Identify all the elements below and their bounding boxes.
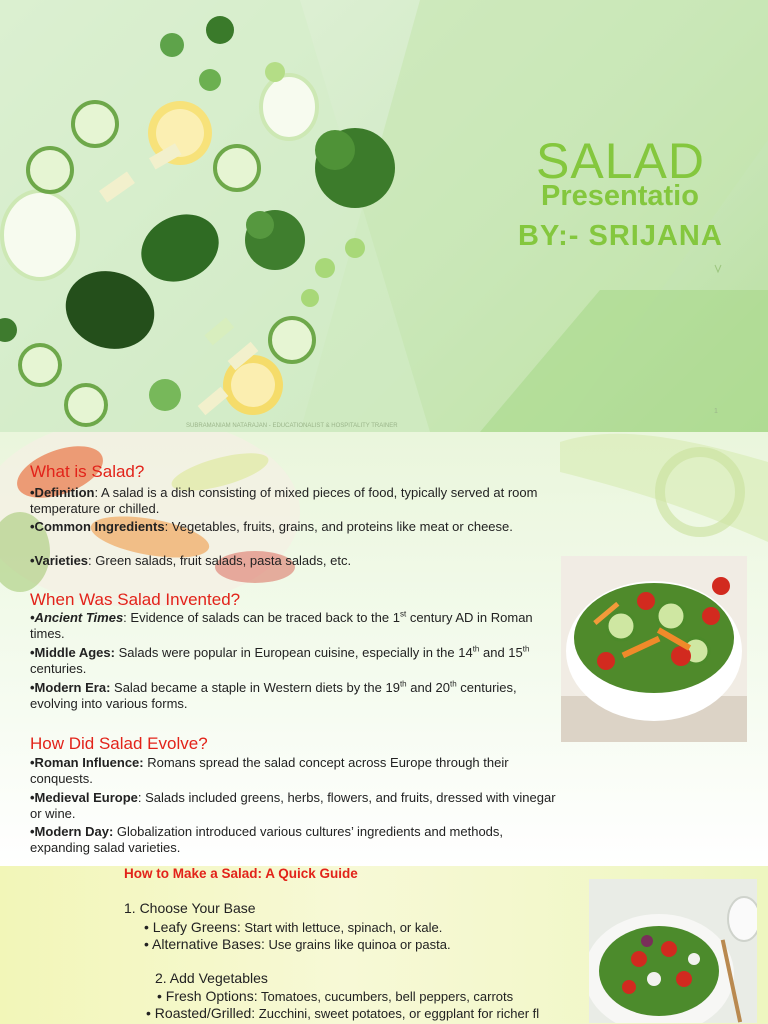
slide-footer: SUBRAMANIAM NATARAJAN - EDUCATIONALIST & HOSPITALITY TRAINER bbox=[186, 423, 398, 429]
roasted-text: Zucchini, sweet potatoes, or eggplant for richer fl bbox=[255, 1006, 540, 1021]
step-1-title: 1. Choose Your Base bbox=[124, 900, 256, 916]
vegetable-flatlay-image bbox=[0, 0, 768, 432]
leafy-greens-item bbox=[144, 919, 442, 935]
modern-day-item bbox=[30, 824, 560, 856]
definition-text: : A salad is a dish consisting of mixed pieces of food, typically served at room temperature or chilled. bbox=[30, 485, 538, 516]
modern-day-text: Globalization introduced various cultures’ ingredients and methods, expanding salad varieties. bbox=[30, 824, 504, 855]
modern-era-item bbox=[30, 680, 560, 712]
modern-era-sup: th bbox=[399, 679, 407, 689]
ancient-item bbox=[30, 610, 560, 642]
ancient-sup: st bbox=[399, 609, 407, 619]
ingredients-text: : Vegetables, fruits, grains, and proteins like meat or cheese. bbox=[164, 519, 513, 534]
modern-era-label: •Modern Era: bbox=[30, 680, 111, 695]
roman-label: •Roman Influence: bbox=[30, 755, 144, 770]
roasted-item bbox=[146, 1005, 539, 1021]
salad-plate-image bbox=[589, 879, 757, 1023]
fresh-options-label: • Fresh Options: bbox=[157, 988, 258, 1004]
middle-ages-sup: th bbox=[472, 644, 480, 654]
slide-subtitle: Presentatio bbox=[541, 180, 699, 212]
medieval-text: : Salads included greens, herbs, flowers, and fruits, dressed with vinegar or wine. bbox=[30, 790, 556, 821]
middle-ages-text-c: centuries. bbox=[30, 661, 87, 676]
varieties-item bbox=[30, 553, 560, 569]
modern-era-text-b: and 20 bbox=[406, 680, 450, 695]
slide-3 bbox=[0, 866, 768, 1024]
alt-bases-label: • Alternative Bases: bbox=[144, 936, 265, 952]
modern-era-sup2: th bbox=[450, 679, 457, 689]
section-heading-what: What is Salad? bbox=[30, 462, 145, 481]
middle-ages-label: •Middle Ages: bbox=[30, 645, 115, 660]
slide-1 bbox=[0, 0, 768, 432]
roman-text: Romans spread the salad concept across Europe through their conquests. bbox=[30, 755, 509, 786]
slide-author: BY:- SRIJANA bbox=[518, 220, 723, 252]
definition-label: •Definition bbox=[30, 485, 95, 500]
alt-bases-item bbox=[144, 936, 451, 952]
varieties-label: •Varieties bbox=[30, 553, 89, 568]
ancient-text-a: : Evidence of salads can be traced back to the 1 bbox=[123, 610, 400, 625]
modern-era-text-c: centuries, evolving into various forms. bbox=[30, 680, 517, 711]
medieval-label: •Medieval Europe bbox=[30, 790, 138, 805]
salad-bowl-image bbox=[561, 556, 747, 742]
modern-day-label: •Modern Day: bbox=[30, 824, 114, 839]
leafy-greens-label: • Leafy Greens: bbox=[144, 919, 241, 935]
ingredients-item bbox=[30, 519, 560, 535]
ancient-text-b: century AD in Roman times. bbox=[30, 610, 533, 641]
middle-ages-text-a: Salads were popular in European cuisine, especially in the 14 bbox=[114, 645, 473, 660]
alt-bases-text: Use grains like quinoa or pasta. bbox=[264, 937, 451, 952]
fresh-options-text: Tomatoes, cucumbers, bell peppers, carrots bbox=[257, 989, 514, 1004]
guide-heading: How to Make a Salad: A Quick Guide bbox=[124, 866, 358, 881]
ancient-label: •Ancient Times bbox=[30, 610, 124, 625]
medieval-item bbox=[30, 790, 560, 822]
roasted-label: • Roasted/Grilled: bbox=[146, 1005, 256, 1021]
leafy-greens-text: Start with lettuce, spinach, or kale. bbox=[240, 920, 443, 935]
roman-item bbox=[30, 755, 560, 787]
definition-item bbox=[30, 485, 560, 517]
middle-ages-text-b: and 15 bbox=[479, 645, 523, 660]
slide-2 bbox=[0, 432, 768, 866]
middle-ages-sup2: th bbox=[522, 644, 530, 654]
varieties-text: : Green salads, fruit salads, pasta salads, etc. bbox=[88, 553, 352, 568]
section-heading-evolve: How Did Salad Evolve? bbox=[30, 734, 208, 753]
fresh-options-item bbox=[157, 988, 513, 1004]
ingredients-label: •Common Ingredients bbox=[30, 519, 165, 534]
middle-ages-item bbox=[30, 645, 560, 677]
slide-title: SALAD bbox=[536, 133, 705, 189]
modern-era-text-a: Salad became a staple in Western diets by the 19 bbox=[110, 680, 400, 695]
section-heading-when: When Was Salad Invented? bbox=[30, 590, 241, 609]
page-number: 1 bbox=[714, 408, 718, 415]
step-2-title: 2. Add Vegetables bbox=[155, 970, 268, 986]
